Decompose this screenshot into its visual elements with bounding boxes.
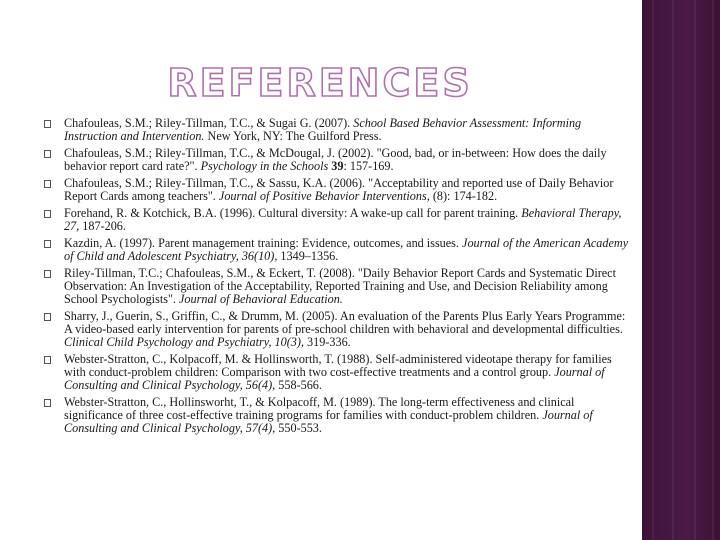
reference-text-segment: , (8): 174-182. bbox=[426, 189, 498, 203]
reference-text-segment: Chafouleas, S.M.; Riley-Tillman, T.C., & McDougal, J. (2002). "Good, bad, or in-between: How does the daily behavior report card rate?". bbox=[64, 146, 607, 173]
reference-text-segment: 319-336. bbox=[304, 335, 351, 349]
reference-text-segment: Chafouleas, S.M.; Riley-Tillman, T.C., & Sassu, K.A. (2006). "Acceptability and reported use of Daily Behavior Report Cards among teachers". bbox=[64, 176, 614, 203]
decorative-side-panel bbox=[642, 0, 720, 540]
reference-text-segment: Forehand, R. & Kotchick, B.A. (1996). Cultural diversity: A wake-up call for parent training. bbox=[64, 206, 522, 220]
reference-item bbox=[44, 147, 634, 173]
reference-text-segment: 558-566. bbox=[275, 378, 322, 392]
reference-text-segment: 1349–1356. bbox=[277, 249, 339, 263]
reference-text-segment: Journal of the American Academy of Child and Adolescent Psychiatry, 36(10), bbox=[64, 236, 629, 263]
reference-text-segment: Journal of Behavioral Education. bbox=[179, 292, 343, 306]
square-bullet-icon bbox=[44, 180, 51, 188]
square-bullet-icon bbox=[44, 210, 51, 218]
reference-text-segment: Clinical Child Psychology and Psychiatry, 10(3), bbox=[64, 335, 304, 349]
square-bullet-icon bbox=[44, 356, 51, 364]
reference-text-segment: Behavioral Therapy, 27, bbox=[64, 206, 622, 233]
reference-text-segment: : 157-169. bbox=[343, 159, 394, 173]
square-bullet-icon bbox=[44, 313, 51, 321]
reference-text-segment: Psychology in the Schools bbox=[200, 159, 329, 173]
square-bullet-icon bbox=[44, 270, 51, 278]
reference-text-segment: Journal of Positive Behavior Interventions bbox=[218, 189, 427, 203]
reference-text-segment: 187-206. bbox=[79, 219, 126, 233]
reference-text-segment: Webster-Stratton, C., Hollinsworht, T., & Kolpacoff, M. (1989). The long-term effectiveness and clinical significance of three cost-effective training programs for families with conduct-problem children. bbox=[64, 395, 575, 422]
reference-item bbox=[44, 310, 634, 349]
reference-item bbox=[44, 267, 634, 306]
slide-title bbox=[80, 56, 560, 106]
reference-text-segment: Journal of Consulting and Clinical Psychology, 57(4), bbox=[64, 408, 593, 435]
reference-text-segment: 39 bbox=[331, 159, 344, 173]
reference-text-segment: Kazdin, A. (1997). Parent management training: Evidence, outcomes, and issues. bbox=[64, 236, 463, 250]
square-bullet-icon bbox=[44, 240, 51, 248]
reference-text-segment: Sharry, J., Guerin, S., Griffin, C., & Drumm, M. (2005). An evaluation of the Parents Plus Early Years Programme: A video-based early intervention for parents of pre-school children with behavioral and developmental difficulties. bbox=[64, 309, 626, 336]
reference-text-segment: Webster-Stratton, C., Kolpacoff, M. & Hollinsworth, T. (1988). Self-administered videotape therapy for families with conduct-problem children: Comparison with two cost-effective treatments and a control group. bbox=[64, 352, 612, 379]
reference-text-segment: New York, NY: The Guilford Press. bbox=[204, 129, 382, 143]
square-bullet-icon bbox=[44, 120, 51, 128]
reference-text-segment: 550-553. bbox=[275, 421, 322, 435]
reference-item bbox=[44, 177, 634, 203]
square-bullet-icon bbox=[44, 150, 51, 158]
reference-list bbox=[44, 117, 634, 439]
reference-item bbox=[44, 117, 634, 143]
reference-text-segment: School Based Behavior Assessment: Informing Instruction and Intervention. bbox=[64, 116, 582, 143]
reference-item bbox=[44, 353, 634, 392]
reference-text-segment: Journal of Consulting and Clinical Psychology, 56(4), bbox=[64, 365, 605, 392]
reference-item bbox=[44, 396, 634, 435]
slide-title-text: REFERENCES bbox=[167, 61, 473, 105]
reference-item bbox=[44, 237, 634, 263]
square-bullet-icon bbox=[44, 399, 51, 407]
reference-item bbox=[44, 207, 634, 233]
reference-text-segment: Chafouleas, S.M.; Riley-Tillman, T.C., & Sugai G. (2007). bbox=[64, 116, 354, 130]
reference-text-segment: Riley-Tillman, T.C.; Chafouleas, S.M., & Eckert, T. (2008). "Daily Behavior Report Cards and Systematic Direct Observation: An Investigation of the Acceptability, Reported Training and Use, and Decision Reliability among School Psychologists". bbox=[64, 266, 616, 306]
